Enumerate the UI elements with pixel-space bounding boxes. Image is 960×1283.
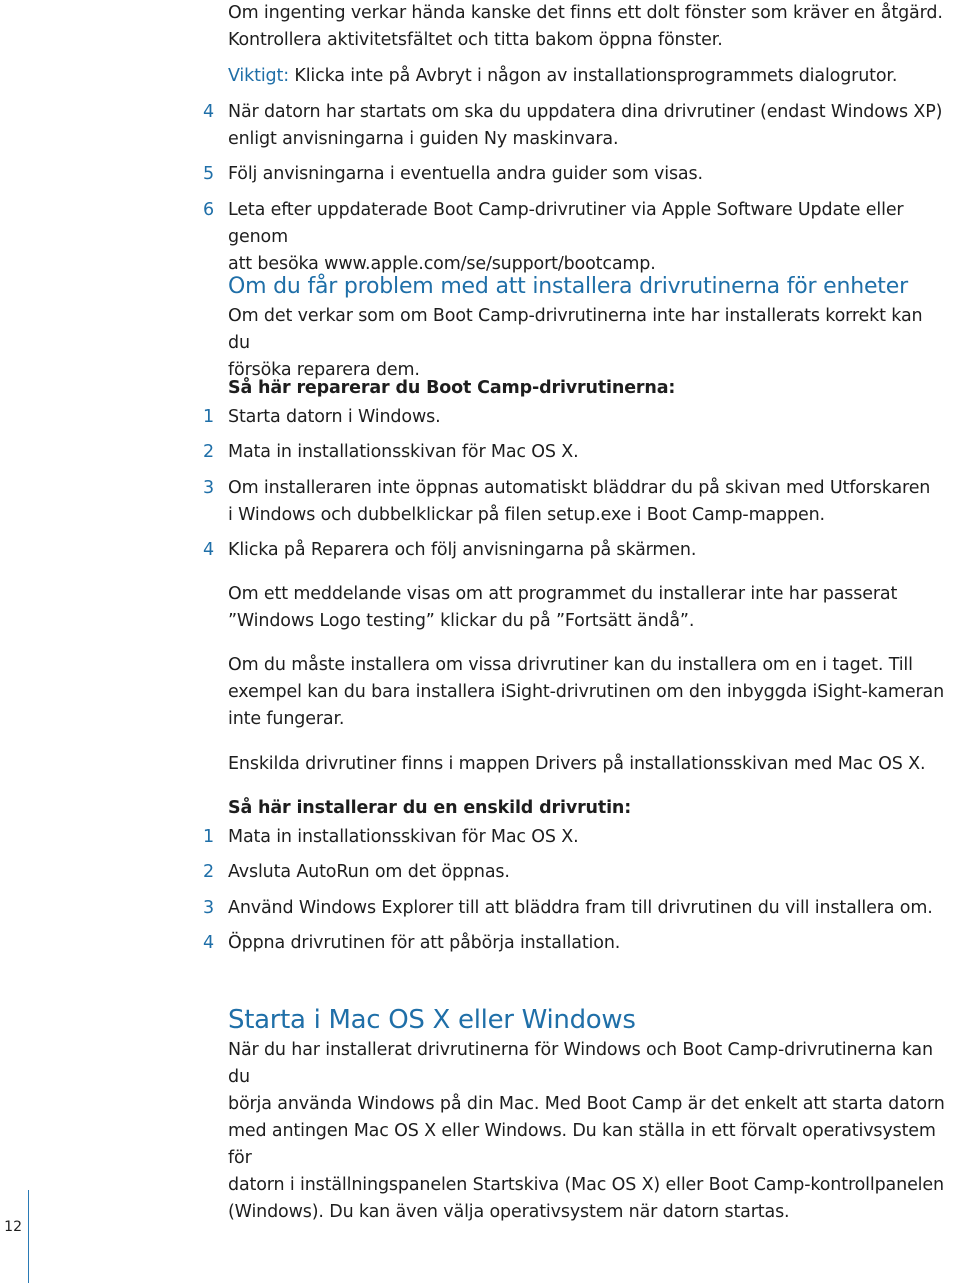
single-driver-heading: Så här installerar du en enskild drivrutin: (228, 798, 632, 818)
step-text: Följ anvisningarna i eventuella andra guider som visas. (228, 164, 703, 184)
paragraph-line: med antingen Mac OS X eller Windows. Du kan ställa in ett förvalt operativsystem för (228, 1121, 936, 1168)
paragraph-line: inte fungerar. (228, 709, 345, 729)
important-label: Viktigt: (228, 66, 289, 86)
step-number: 4 (203, 102, 214, 122)
step-text: Avsluta AutoRun om det öppnas. (228, 862, 510, 882)
step-number: 4 (203, 933, 214, 953)
top-paragraph-line: Om ingenting verkar hända kanske det finns ett dolt fönster som kräver en åtgärd. (228, 3, 943, 23)
paragraph-line: Om du måste installera om vissa drivrutiner kan du installera om en i taget. Till (228, 655, 913, 675)
step-text: När datorn har startats om ska du uppdatera dina drivrutiner (endast Windows XP) (228, 102, 943, 122)
step-text: Öppna drivrutinen för att påbörja installation. (228, 933, 621, 953)
step-number: 1 (203, 407, 214, 427)
step-text: Starta datorn i Windows. (228, 407, 441, 427)
section-heading-problems: Om du får problem med att installera drivrutinerna för enheter (228, 274, 908, 299)
start-paragraph (228, 1037, 948, 1226)
page-number: 12 (4, 1219, 22, 1235)
paragraph-line: exempel kan du bara installera iSight-drivrutinen om den inbyggda iSight-kameran (228, 682, 945, 702)
important-text: Klicka inte på Avbryt i någon av installationsprogrammets dialogrutor. (288, 66, 898, 86)
step-number: 4 (203, 540, 214, 560)
step-number: 2 (203, 862, 214, 882)
paragraph-line: Om ett meddelande visas om att programmet du installerar inte har passerat (228, 584, 898, 604)
step-number: 1 (203, 827, 214, 847)
problem-intro-line: Om det verkar som om Boot Camp-drivrutinerna inte har installerats korrekt kan du (228, 306, 923, 353)
section-heading-start: Starta i Mac OS X eller Windows (228, 1005, 636, 1035)
step-text: Om installeraren inte öppnas automatiskt bläddrar du på skivan med Utforskaren (228, 478, 931, 498)
step-text: Mata in installationsskivan för Mac OS X. (228, 827, 579, 847)
step-number: 5 (203, 164, 214, 184)
paragraph-line: ”Windows Logo testing” klickar du på ”Fortsätt ändå”. (228, 611, 695, 631)
step-text: Mata in installationsskivan för Mac OS X. (228, 442, 579, 462)
problem-intro-line: försöka reparera dem. (228, 360, 420, 380)
step-text: Använd Windows Explorer till att bläddra fram till drivrutinen du vill installera om. (228, 898, 933, 918)
step-text: Leta efter uppdaterade Boot Camp-drivrutiner via Apple Software Update eller genom (228, 200, 904, 247)
paragraph-line: datorn i inställningspanelen Startskiva (Mac OS X) eller Boot Camp-kontrollpanelen (228, 1175, 944, 1195)
paragraph-line: börja använda Windows på din Mac. Med Boot Camp är det enkelt att starta datorn (228, 1094, 945, 1114)
step-number: 3 (203, 898, 214, 918)
step-text: enligt anvisningarna i guiden Ny maskinvara. (228, 129, 619, 149)
step-text: Klicka på Reparera och följ anvisningarna på skärmen. (228, 540, 697, 560)
paragraph-line: När du har installerat drivrutinerna för Windows och Boot Camp-drivrutinerna kan du (228, 1040, 933, 1087)
step-number: 3 (203, 478, 214, 498)
logo-testing-paragraph (228, 581, 948, 635)
top-paragraph (228, 0, 948, 54)
problem-intro (228, 303, 948, 384)
paragraph-line: (Windows). Du kan även välja operativsystem när datorn startas. (228, 1202, 790, 1222)
margin-rule (28, 1190, 29, 1283)
top-paragraph-line: Kontrollera aktivitetsfältet och titta bakom öppna fönster. (228, 30, 723, 50)
repair-heading: Så här reparerar du Boot Camp-drivrutinerna: (228, 378, 676, 398)
step-text: att besöka www.apple.com/se/support/bootcamp. (228, 254, 656, 274)
step-number: 6 (203, 200, 214, 220)
individual-drivers-paragraph: Enskilda drivrutiner finns i mappen Drivers på installationsskivan med Mac OS X. (228, 754, 926, 774)
reinstall-paragraph (228, 652, 948, 733)
step-text: i Windows och dubbelklickar på filen setup.exe i Boot Camp-mappen. (228, 505, 825, 525)
important-note (228, 63, 948, 90)
step-number: 2 (203, 442, 214, 462)
